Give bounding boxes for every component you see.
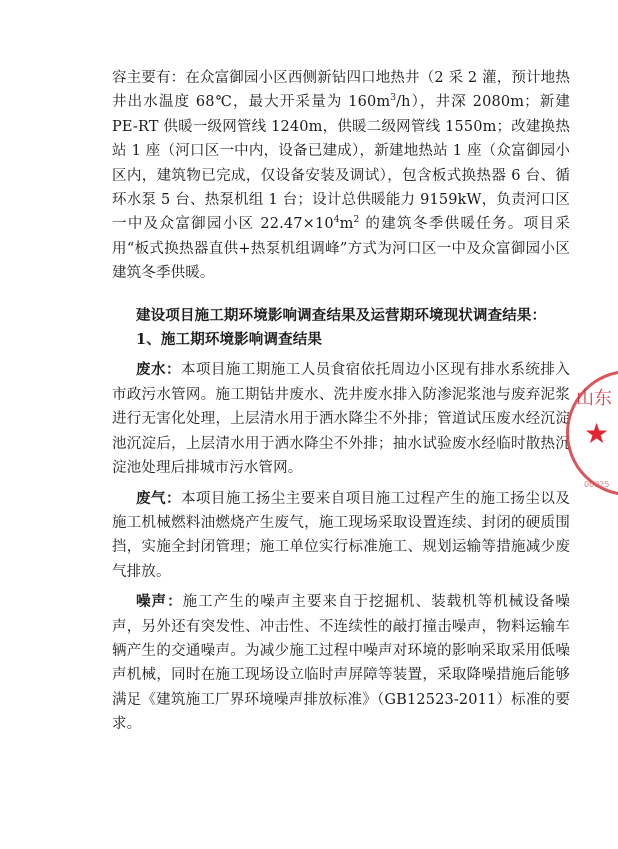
superscript-square: 2 xyxy=(353,215,360,226)
intro-text-2: /h），井深 2080m；新建 PE-RT 供暖一级网管线 1240m，供暖二级网管线 1550m；改建换热站 1 座（河口区一中内，设备已建成），新建地热站 1 座（众富御园小区内，建筑物已完成，仅设备安装及调试），包含板式换热器 6 台、循环水泵 5 台、热泵机组 1 台；设计总供暖能力 9159kW，负责河口区一中及众富御园小区 22.47×10 xyxy=(112,94,571,233)
exhaust-label: 废气： xyxy=(136,489,181,507)
official-seal xyxy=(566,360,618,510)
wastewater-label: 废水： xyxy=(136,361,181,379)
wastewater-paragraph xyxy=(112,358,570,480)
noise-paragraph xyxy=(112,590,570,736)
intro-text-4: 的建筑冬季供暖任务。项目采用“板式换热器直供+热泵机组调峰”方式为河口区一中及众富御园小区建筑冬季供暖。 xyxy=(112,216,570,282)
star-icon: ★ xyxy=(584,417,610,450)
document-body xyxy=(112,66,570,737)
intro-paragraph xyxy=(112,66,570,286)
subsection-heading: 1、施工期环境影响调查结果 xyxy=(136,331,323,349)
intro-text-3: m xyxy=(339,216,354,233)
superscript-cubic: 3 xyxy=(390,93,397,104)
wastewater-text: 本项目施工期施工人员食宿依托周边小区现有排水系统排入市政污水管网。施工期钻井废水、洗井废水排入防渗泥浆池与废弃泥浆进行无害化处理，上层清水用于洒水降尘不外排；管道试压废水经沉淀池沉淀后，上层清水用于洒水降尘不外排；抽水试验废水经临时散热沉淀池处理后排城市污水管网。 xyxy=(112,362,570,477)
seal-number: 00025 xyxy=(584,480,610,489)
noise-label: 噪声： xyxy=(136,593,183,611)
section-heading: 建设项目施工期环境影响调查结果及运营期环境现状调查结果： xyxy=(136,306,547,324)
intro-text-1: 容主要有：在众富御园小区西侧新钻四口地热井（2 采 2 灌，预计地热井出水温度 68℃，最大开采量为 160m xyxy=(112,70,570,111)
exhaust-paragraph xyxy=(112,487,570,585)
exhaust-text: 本项目施工扬尘主要来自项目施工过程产生的施工扬尘以及施工机械燃料油燃烧产生废气，施工现场采取设置连续、封闭的硬质围挡，实施全封闭管理；施工单位实行标准施工、规划运输等措施减少废气排放。 xyxy=(112,490,570,580)
superscript-four: 4 xyxy=(333,215,340,226)
seal-text: 山东 xyxy=(576,388,612,409)
noise-text: 施工产生的噪声主要来自于挖掘机、装载机等机械设备噪声，另外还有突发性、冲击性、不连续性的敲打撞击噪声，物料运输车辆产生的交通噪声。为减少施工过程中噪声对环境的影响采取采用低噪声机械，同时在施工现场设立临时声屏障等装置，采取降噪措施后能够满足《建筑施工厂界环境噪声排放标准》（GB12523-2011）标准的要求。 xyxy=(112,594,571,733)
